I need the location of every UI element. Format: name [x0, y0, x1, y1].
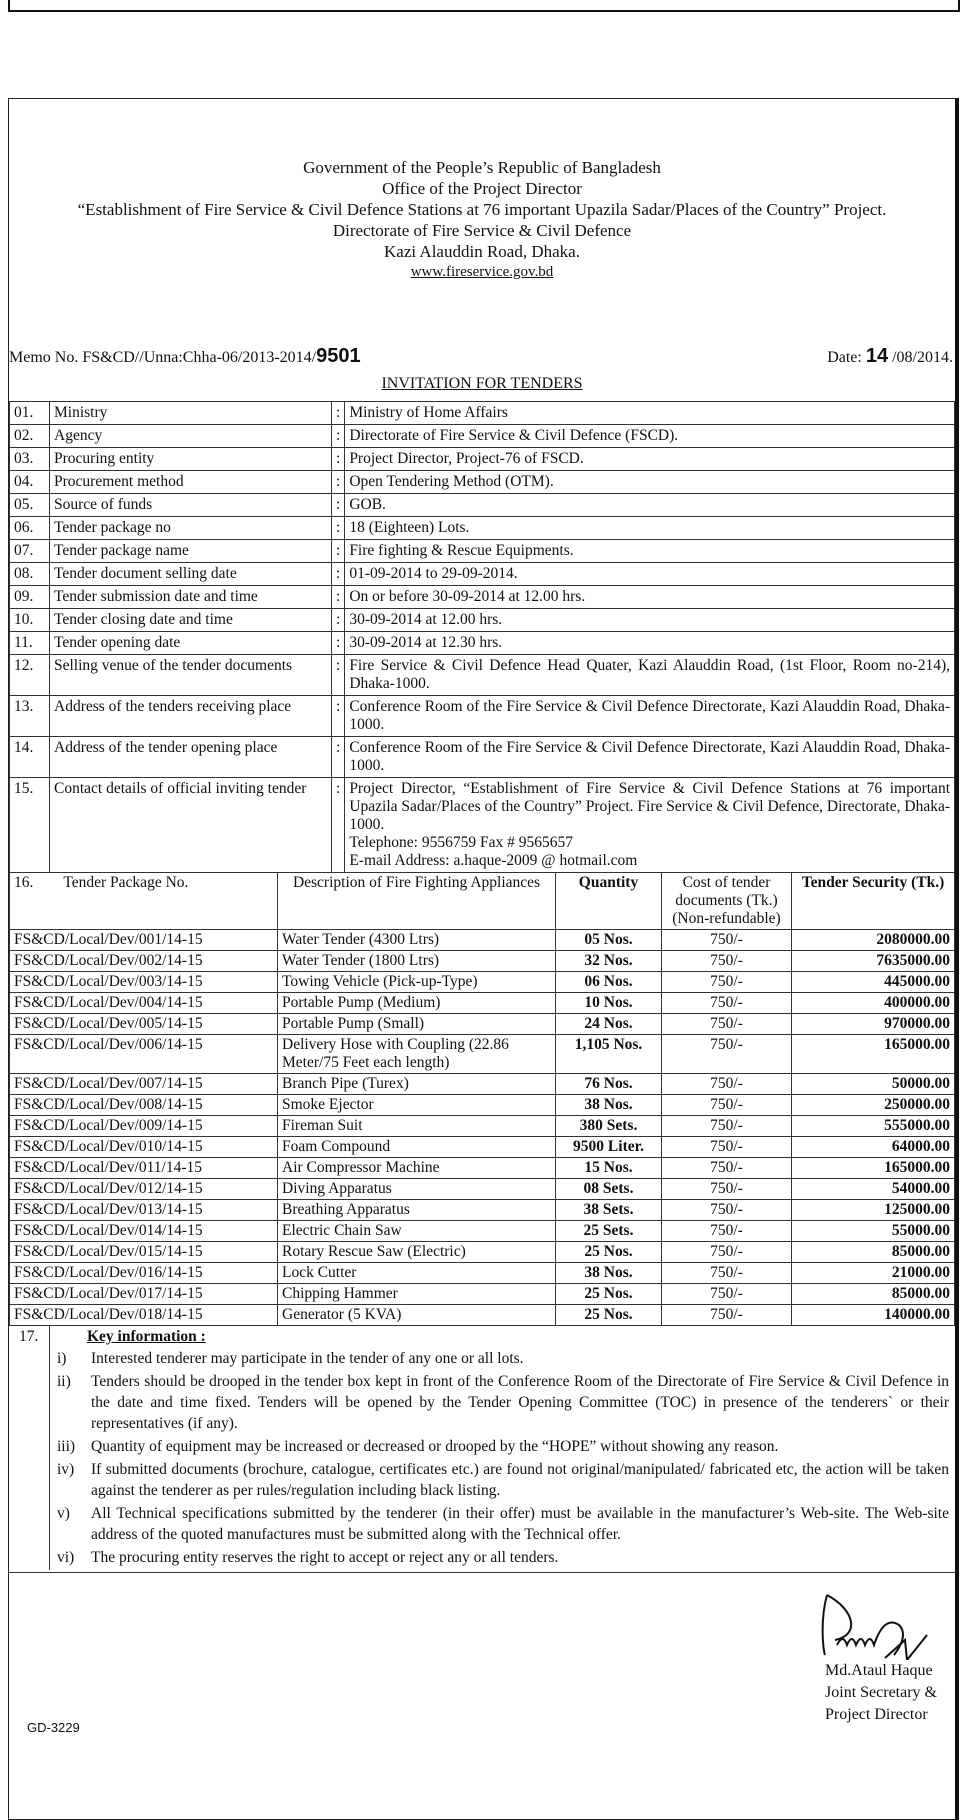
- item-numeral: i): [57, 1350, 67, 1367]
- previous-ad-box: [8, 0, 960, 12]
- package-quantity: 10 Nos.: [556, 993, 662, 1014]
- item-text: All Technical specifications submitted by the tenderer (in their offer) must be available in the manufacturer’s Web-site. The Web-site address of the quoted manufactures must be submitted along with the Technical offer.: [91, 1505, 949, 1543]
- package-description: Portable Pump (Small): [278, 1014, 556, 1035]
- colon-separator: :: [332, 609, 345, 632]
- colon-separator: :: [332, 696, 345, 737]
- row-number: 09.: [10, 586, 50, 609]
- info-label: Tender package name: [50, 540, 332, 563]
- key-info-item: [57, 1348, 949, 1369]
- package-description: Chipping Hammer: [278, 1284, 556, 1305]
- key-info-item: [57, 1503, 949, 1545]
- info-label: Tender package no: [50, 517, 332, 540]
- package-quantity: 06 Nos.: [556, 972, 662, 993]
- info-value: Fire fighting & Rescue Equipments.: [345, 540, 955, 563]
- package-description: Branch Pipe (Turex): [278, 1074, 556, 1095]
- info-label: Address of the tender opening place: [50, 737, 332, 778]
- package-number: FS&CD/Local/Dev/006/14-15: [10, 1035, 278, 1074]
- package-row: [10, 1137, 955, 1158]
- package-row: [10, 1116, 955, 1137]
- row-number: 04.: [10, 471, 50, 494]
- info-value: 30-09-2014 at 12.30 hrs.: [345, 632, 955, 655]
- package-description: Lock Cutter: [278, 1263, 556, 1284]
- date-label: Date:: [827, 349, 862, 366]
- package-row: [10, 930, 955, 951]
- info-value: Conference Room of the Fire Service & Civil Defence Directorate, Kazi Alauddin Road, Dhaka-1000.: [345, 696, 955, 737]
- package-description: Electric Chain Saw: [278, 1221, 556, 1242]
- colon-separator: :: [332, 655, 345, 696]
- package-number: FS&CD/Local/Dev/010/14-15: [10, 1137, 278, 1158]
- package-quantity: 9500 Liter.: [556, 1137, 662, 1158]
- tender-notice: [8, 98, 959, 1820]
- packages-table: [9, 872, 955, 1326]
- package-description: Fireman Suit: [278, 1116, 556, 1137]
- info-row: [10, 632, 955, 655]
- header-line: Directorate of Fire Service & Civil Defence: [332, 221, 632, 240]
- info-value: Directorate of Fire Service & Civil Defence (FSCD).: [345, 425, 955, 448]
- header-line: Government of the People’s Republic of Bangladesh: [303, 158, 661, 177]
- package-row: [10, 1179, 955, 1200]
- package-quantity: 38 Sets.: [556, 1200, 662, 1221]
- package-description: Rotary Rescue Saw (Electric): [278, 1242, 556, 1263]
- package-security: 50000.00: [792, 1074, 955, 1095]
- package-row: [10, 951, 955, 972]
- info-label: Tender opening date: [50, 632, 332, 655]
- package-description: Towing Vehicle (Pick-up-Type): [278, 972, 556, 993]
- website-link[interactable]: www.fireservice.gov.bd: [410, 264, 554, 280]
- package-cost: 750/-: [662, 1242, 792, 1263]
- row-number: 01.: [10, 402, 50, 425]
- package-cost: 750/-: [662, 1284, 792, 1305]
- info-value: Open Tendering Method (OTM).: [345, 471, 955, 494]
- item-text: If submitted documents (brochure, catalogue, certificates etc.) are found not original/manipulated/ fabricated etc, the action will be taken against the tenderer as per rules/regulation including black listing.: [91, 1461, 949, 1499]
- package-number: FS&CD/Local/Dev/018/14-15: [10, 1305, 278, 1326]
- package-cost: 750/-: [662, 1035, 792, 1074]
- package-quantity: 38 Nos.: [556, 1095, 662, 1116]
- package-number: FS&CD/Local/Dev/009/14-15: [10, 1116, 278, 1137]
- info-row: [10, 425, 955, 448]
- package-quantity: 08 Sets.: [556, 1179, 662, 1200]
- package-security: 165000.00: [792, 1158, 955, 1179]
- row-number: 11.: [10, 632, 50, 655]
- package-quantity: 25 Sets.: [556, 1221, 662, 1242]
- info-row: [10, 540, 955, 563]
- package-row: [10, 1200, 955, 1221]
- info-value: 18 (Eighteen) Lots.: [345, 517, 955, 540]
- info-table: [9, 401, 955, 873]
- info-label: Procuring entity: [50, 448, 332, 471]
- package-cost: 750/-: [662, 951, 792, 972]
- header-line: “Establishment of Fire Service & Civil Defence Stations at 76 important Upazila Sadar/Places of the Country” Project.: [77, 200, 887, 219]
- header-line: Office of the Project Director: [382, 179, 582, 198]
- row-number: 06.: [10, 517, 50, 540]
- package-cost: 750/-: [662, 1074, 792, 1095]
- package-security: 165000.00: [792, 1035, 955, 1074]
- package-security: 55000.00: [792, 1221, 955, 1242]
- package-security: 85000.00: [792, 1242, 955, 1263]
- package-quantity: 05 Nos.: [556, 930, 662, 951]
- signature-block: [825, 1590, 937, 1726]
- item-numeral: iv): [57, 1461, 75, 1478]
- package-description: Smoke Ejector: [278, 1095, 556, 1116]
- date: [827, 345, 953, 368]
- package-quantity: 25 Nos.: [556, 1242, 662, 1263]
- colon-separator: :: [332, 448, 345, 471]
- colon-separator: :: [332, 586, 345, 609]
- colon-separator: :: [332, 517, 345, 540]
- package-quantity: 24 Nos.: [556, 1014, 662, 1035]
- package-security: 85000.00: [792, 1284, 955, 1305]
- contact-email: E-mail Address: a.haque-2009 @ hotmail.com: [349, 852, 638, 869]
- info-label: Procurement method: [50, 471, 332, 494]
- package-description: Water Tender (1800 Ltrs): [278, 951, 556, 972]
- package-row: [10, 1074, 955, 1095]
- colon-separator: :: [332, 778, 345, 873]
- contact-text: Project Director, “Establishment of Fire Service & Civil Defence Stations at 76 important Upazila Sadar/Places of the Country” Project. Fire Service & Civil Defence, Directorate, Dhaka-1000.: [349, 780, 950, 833]
- info-label: Selling venue of the tender documents: [50, 655, 332, 696]
- package-number: FS&CD/Local/Dev/016/14-15: [10, 1263, 278, 1284]
- package-description: Air Compressor Machine: [278, 1158, 556, 1179]
- divider: [49, 1326, 50, 1570]
- item-text: Interested tenderer may participate in the tender of any one or all lots.: [91, 1350, 524, 1367]
- package-security: 54000.00: [792, 1179, 955, 1200]
- divider: [9, 1572, 955, 1573]
- package-number: FS&CD/Local/Dev/014/14-15: [10, 1221, 278, 1242]
- package-cost: 750/-: [662, 1014, 792, 1035]
- package-cost: 750/-: [662, 1137, 792, 1158]
- info-row: [10, 655, 955, 696]
- package-description: Foam Compound: [278, 1137, 556, 1158]
- item-numeral: v): [57, 1505, 70, 1522]
- key-info-item: [57, 1547, 949, 1568]
- key-info-item: [57, 1459, 949, 1501]
- colon-separator: :: [332, 471, 345, 494]
- package-number: FS&CD/Local/Dev/011/14-15: [10, 1158, 278, 1179]
- item-text: Quantity of equipment may be increased or decreased or drooped by the “HOPE” without showing any reason.: [91, 1438, 779, 1455]
- package-security: 250000.00: [792, 1095, 955, 1116]
- colon-separator: :: [332, 402, 345, 425]
- package-security: 2080000.00: [792, 930, 955, 951]
- info-value: Conference Room of the Fire Service & Civil Defence Directorate, Kazi Alauddin Road, Dhaka-1000.: [345, 737, 955, 778]
- colon-separator: :: [332, 494, 345, 517]
- letterhead: [9, 157, 955, 283]
- package-quantity: 32 Nos.: [556, 951, 662, 972]
- header-description: Description of Fire Fighting Appliances: [278, 873, 556, 930]
- colon-separator: :: [332, 425, 345, 448]
- package-quantity: 25 Nos.: [556, 1305, 662, 1326]
- colon-separator: :: [332, 563, 345, 586]
- item-numeral: vi): [57, 1549, 75, 1566]
- package-number: FS&CD/Local/Dev/003/14-15: [10, 972, 278, 993]
- info-value: Project Director, Project-76 of FSCD.: [345, 448, 955, 471]
- package-row: [10, 972, 955, 993]
- key-info-title: Key information :: [87, 1328, 206, 1345]
- info-row: [10, 586, 955, 609]
- info-row: [10, 737, 955, 778]
- item-numeral: iii): [57, 1438, 76, 1455]
- row-number: 07.: [10, 540, 50, 563]
- package-description: Delivery Hose with Coupling (22.86 Meter/75 Feet each length): [278, 1035, 556, 1074]
- info-value: Fire Service & Civil Defence Head Quater, Kazi Alauddin Road, (1st Floor, Room no-214), Dhaka-1000.: [345, 655, 955, 696]
- colon-separator: :: [332, 737, 345, 778]
- package-security: 555000.00: [792, 1116, 955, 1137]
- info-row: [10, 402, 955, 425]
- date-day: 14: [865, 345, 889, 367]
- package-description: Generator (5 KVA): [278, 1305, 556, 1326]
- row-number: 14.: [10, 737, 50, 778]
- info-label: Contact details of official inviting tender: [50, 778, 332, 873]
- footer-code: GD-3229: [27, 1720, 80, 1735]
- package-row: [10, 1095, 955, 1116]
- package-security: 970000.00: [792, 1014, 955, 1035]
- info-label: Tender closing date and time: [50, 609, 332, 632]
- row-number: 12.: [10, 655, 50, 696]
- item-numeral: ii): [57, 1373, 71, 1390]
- package-cost: 750/-: [662, 1200, 792, 1221]
- info-row: [10, 778, 955, 873]
- row-number: 15.: [10, 778, 50, 873]
- signatory-title: Joint Secretary &: [825, 1684, 937, 1701]
- info-value: [345, 778, 955, 873]
- package-number: FS&CD/Local/Dev/001/14-15: [10, 930, 278, 951]
- info-label: Source of funds: [50, 494, 332, 517]
- row-number: 13.: [10, 696, 50, 737]
- package-security: 125000.00: [792, 1200, 955, 1221]
- package-description: Diving Apparatus: [278, 1179, 556, 1200]
- key-info-item: [57, 1371, 949, 1434]
- package-number: FS&CD/Local/Dev/015/14-15: [10, 1242, 278, 1263]
- package-row: [10, 1242, 955, 1263]
- packages-header-row: [10, 873, 955, 930]
- info-label: Ministry: [50, 402, 332, 425]
- package-cost: 750/-: [662, 1179, 792, 1200]
- package-row: [10, 1221, 955, 1242]
- package-cost: 750/-: [662, 972, 792, 993]
- info-row: [10, 696, 955, 737]
- row-number: 05.: [10, 494, 50, 517]
- package-quantity: 380 Sets.: [556, 1116, 662, 1137]
- header-quantity: Quantity: [556, 873, 662, 930]
- package-description: Portable Pump (Medium): [278, 993, 556, 1014]
- signatory-name: Md.Ataul Haque: [825, 1662, 933, 1679]
- package-cost: 750/-: [662, 1158, 792, 1179]
- item-text: The procuring entity reserves the right to accept or reject any or all tenders.: [91, 1549, 559, 1566]
- package-row: [10, 1305, 955, 1326]
- document-title: INVITATION FOR TENDERS: [381, 375, 583, 392]
- memo-number: [9, 345, 361, 368]
- package-row: [10, 993, 955, 1014]
- info-row: [10, 471, 955, 494]
- package-security: 445000.00: [792, 972, 955, 993]
- package-quantity: 25 Nos.: [556, 1284, 662, 1305]
- memo-handwritten-number: 9501: [316, 345, 361, 367]
- key-info-item: [57, 1436, 949, 1457]
- row-number: 17.: [19, 1328, 39, 1345]
- info-label: Agency: [50, 425, 332, 448]
- package-row: [10, 1263, 955, 1284]
- package-description: Breathing Apparatus: [278, 1200, 556, 1221]
- package-row: [10, 1035, 955, 1074]
- package-cost: 750/-: [662, 1095, 792, 1116]
- header-package-no: [10, 873, 278, 930]
- package-cost: 750/-: [662, 1221, 792, 1242]
- package-security: 21000.00: [792, 1263, 955, 1284]
- package-security: 7635000.00: [792, 951, 955, 972]
- package-number: FS&CD/Local/Dev/012/14-15: [10, 1179, 278, 1200]
- row-number: 08.: [10, 563, 50, 586]
- info-row: [10, 448, 955, 471]
- package-number: FS&CD/Local/Dev/005/14-15: [10, 1014, 278, 1035]
- row-number: 16.: [14, 874, 34, 891]
- package-cost: 750/-: [662, 1305, 792, 1326]
- info-value: On or before 30-09-2014 at 12.00 hrs.: [345, 586, 955, 609]
- package-quantity: 76 Nos.: [556, 1074, 662, 1095]
- package-security: 400000.00: [792, 993, 955, 1014]
- item-text: Tenders should be drooped in the tender box kept in front of the Conference Room of the Directorate of Fire Service & Civil Defence in the date and time fixed. Tenders will be opened by the Tender Opening Committee (TOC) in presence of the tenderers` or their representatives (if any).: [91, 1373, 949, 1432]
- package-cost: 750/-: [662, 1263, 792, 1284]
- package-row: [10, 1158, 955, 1179]
- package-number: FS&CD/Local/Dev/002/14-15: [10, 951, 278, 972]
- row-number: 03.: [10, 448, 50, 471]
- info-value: Ministry of Home Affairs: [345, 402, 955, 425]
- colon-separator: :: [332, 632, 345, 655]
- package-security: 64000.00: [792, 1137, 955, 1158]
- package-cost: 750/-: [662, 1116, 792, 1137]
- package-number: FS&CD/Local/Dev/008/14-15: [10, 1095, 278, 1116]
- package-number: FS&CD/Local/Dev/004/14-15: [10, 993, 278, 1014]
- package-description: Water Tender (4300 Ltrs): [278, 930, 556, 951]
- row-number: 10.: [10, 609, 50, 632]
- colon-separator: :: [332, 540, 345, 563]
- package-quantity: 38 Nos.: [556, 1263, 662, 1284]
- memo-prefix: Memo No. FS&CD//Unna:Chha-06/2013-2014/: [9, 349, 317, 366]
- package-quantity: 15 Nos.: [556, 1158, 662, 1179]
- info-row: [10, 517, 955, 540]
- info-row: [10, 609, 955, 632]
- package-quantity: 1,105 Nos.: [556, 1035, 662, 1074]
- package-row: [10, 1284, 955, 1305]
- date-rest: /08/2014.: [892, 349, 953, 366]
- info-row: [10, 563, 955, 586]
- info-label: Tender submission date and time: [50, 586, 332, 609]
- info-row: [10, 494, 955, 517]
- info-value: 30-09-2014 at 12.00 hrs.: [345, 609, 955, 632]
- package-cost: 750/-: [662, 993, 792, 1014]
- info-label: Tender document selling date: [50, 563, 332, 586]
- info-value: 01-09-2014 to 29-09-2014.: [345, 563, 955, 586]
- package-row: [10, 1014, 955, 1035]
- header-line: Kazi Alauddin Road, Dhaka.: [384, 242, 580, 261]
- header-label: Tender Package No.: [63, 874, 189, 891]
- signatory-title: Project Director: [825, 1706, 928, 1723]
- info-value: GOB.: [345, 494, 955, 517]
- contact-phone: Telephone: 9556759 Fax # 9565657: [349, 834, 573, 851]
- package-number: FS&CD/Local/Dev/017/14-15: [10, 1284, 278, 1305]
- package-number: FS&CD/Local/Dev/007/14-15: [10, 1074, 278, 1095]
- header-cost: Cost of tender documents (Tk.) (Non-refundable): [662, 873, 792, 930]
- signature-image: [815, 1590, 935, 1660]
- package-cost: 750/-: [662, 930, 792, 951]
- row-number: 02.: [10, 425, 50, 448]
- info-label: Address of the tenders receiving place: [50, 696, 332, 737]
- header-security: Tender Security (Tk.): [792, 873, 955, 930]
- package-number: FS&CD/Local/Dev/013/14-15: [10, 1200, 278, 1221]
- package-security: 140000.00: [792, 1305, 955, 1326]
